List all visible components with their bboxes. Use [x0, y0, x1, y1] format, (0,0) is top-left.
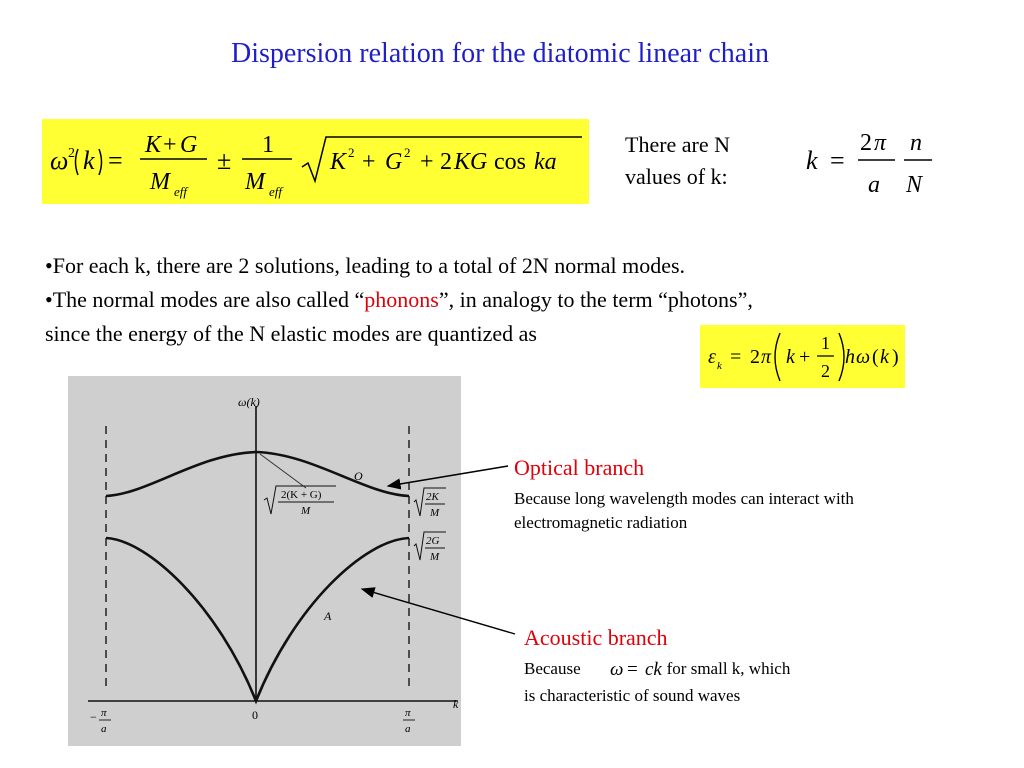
svg-text:n: n — [910, 130, 922, 156]
svg-text:ka: ka — [534, 149, 557, 175]
page-title: Dispersion relation for the diatomic linear chain — [230, 38, 770, 69]
svg-text:(: ( — [872, 346, 879, 368]
svg-text:KG: KG — [454, 149, 488, 175]
svg-text:M: M — [150, 169, 170, 195]
right-tick-denominator: a — [405, 723, 411, 735]
svg-text:+: + — [420, 149, 434, 175]
left-tick-denominator: a — [101, 723, 107, 735]
svg-text:k: k — [717, 360, 722, 372]
optical-arrow — [388, 466, 508, 486]
left-tick-numerator: π — [101, 707, 107, 719]
acoustic-branch-description: Because for small k, which — [524, 659, 791, 678]
bullet-continuation: since the energy of the N elastic modes are quantized as — [45, 321, 537, 346]
svg-text:h: h — [845, 346, 855, 368]
svg-text:2: 2 — [404, 145, 411, 160]
svg-text:ε: ε — [708, 346, 716, 368]
y-axis-label: ω(k) — [238, 395, 260, 409]
svg-text:2: 2 — [860, 130, 872, 156]
svg-text:ω: ω — [856, 346, 871, 368]
svg-text:1: 1 — [262, 132, 274, 158]
svg-text:2: 2 — [821, 361, 830, 381]
svg-text:2: 2 — [348, 145, 355, 160]
svg-text:eff: eff — [174, 184, 187, 199]
top-value-denominator: M — [301, 505, 311, 517]
svg-text:ck: ck — [645, 659, 662, 680]
svg-text:a: a — [868, 172, 880, 198]
svg-text:2: 2 — [750, 346, 760, 368]
acoustic-branch-title: Acoustic branch — [524, 625, 668, 650]
right-tick-numerator: π — [405, 707, 411, 719]
optical-branch-description: Because long wavelength modes can interact with electromagnetic radiation — [514, 489, 854, 532]
x-axis-label: k — [453, 697, 459, 711]
svg-text:=: = — [730, 346, 742, 368]
optical-edge-numerator: 2K — [426, 491, 439, 503]
top-value-numerator: 2(K + G) — [281, 489, 322, 501]
left-tick-sign: − — [90, 710, 97, 724]
svg-text:2: 2 — [68, 146, 75, 161]
bullet-item: •The normal modes are also called “phonons”, in analogy to the term “photons”, — [45, 287, 753, 312]
optical-branch-title: Optical branch — [514, 455, 645, 480]
acoustic-tag: A — [324, 609, 332, 623]
acoustic-branch-description-2: is characteristic of sound waves — [524, 686, 741, 705]
svg-text:M: M — [245, 169, 265, 195]
svg-text:±: ± — [217, 146, 232, 175]
svg-text:G: G — [180, 132, 198, 158]
origin-label: 0 — [252, 708, 258, 722]
svg-text:=: = — [830, 146, 845, 175]
svg-text:=: = — [108, 146, 123, 175]
svg-text:+: + — [799, 346, 811, 368]
svg-text:2: 2 — [440, 149, 452, 175]
svg-text:ω: ω — [50, 146, 69, 175]
svg-text:π: π — [761, 346, 772, 368]
bullet-item: •For each k, there are 2 solutions, leading to a total of 2N normal modes. — [45, 253, 686, 278]
svg-text:k: k — [880, 346, 889, 368]
svg-text:1: 1 — [821, 333, 830, 353]
svg-text:π: π — [874, 130, 887, 156]
omega-ck-formula — [600, 655, 680, 681]
svg-text:ω: ω — [610, 659, 624, 680]
optical-tag: O — [354, 469, 363, 483]
svg-text:+: + — [362, 149, 376, 175]
svg-text:eff: eff — [269, 184, 282, 199]
svg-text:k: k — [83, 146, 95, 175]
there-are-n-text: There are N values of k: — [625, 132, 731, 189]
svg-text:=: = — [627, 659, 638, 680]
svg-text:N: N — [906, 172, 923, 198]
phonons-term: phonons — [364, 287, 439, 312]
svg-text:k: k — [786, 346, 795, 368]
svg-text:): ) — [892, 346, 899, 368]
acoustic-edge-denominator: M — [430, 551, 440, 563]
svg-text:cos: cos — [494, 149, 526, 175]
svg-text:K: K — [330, 149, 347, 175]
optical-edge-denominator: M — [430, 507, 440, 519]
acoustic-edge-numerator: 2G — [426, 535, 440, 547]
svg-text:K: K — [145, 132, 162, 158]
svg-text:k: k — [806, 146, 818, 175]
svg-text:G: G — [385, 149, 403, 175]
svg-text:+: + — [163, 132, 177, 158]
acoustic-arrow — [362, 589, 515, 634]
